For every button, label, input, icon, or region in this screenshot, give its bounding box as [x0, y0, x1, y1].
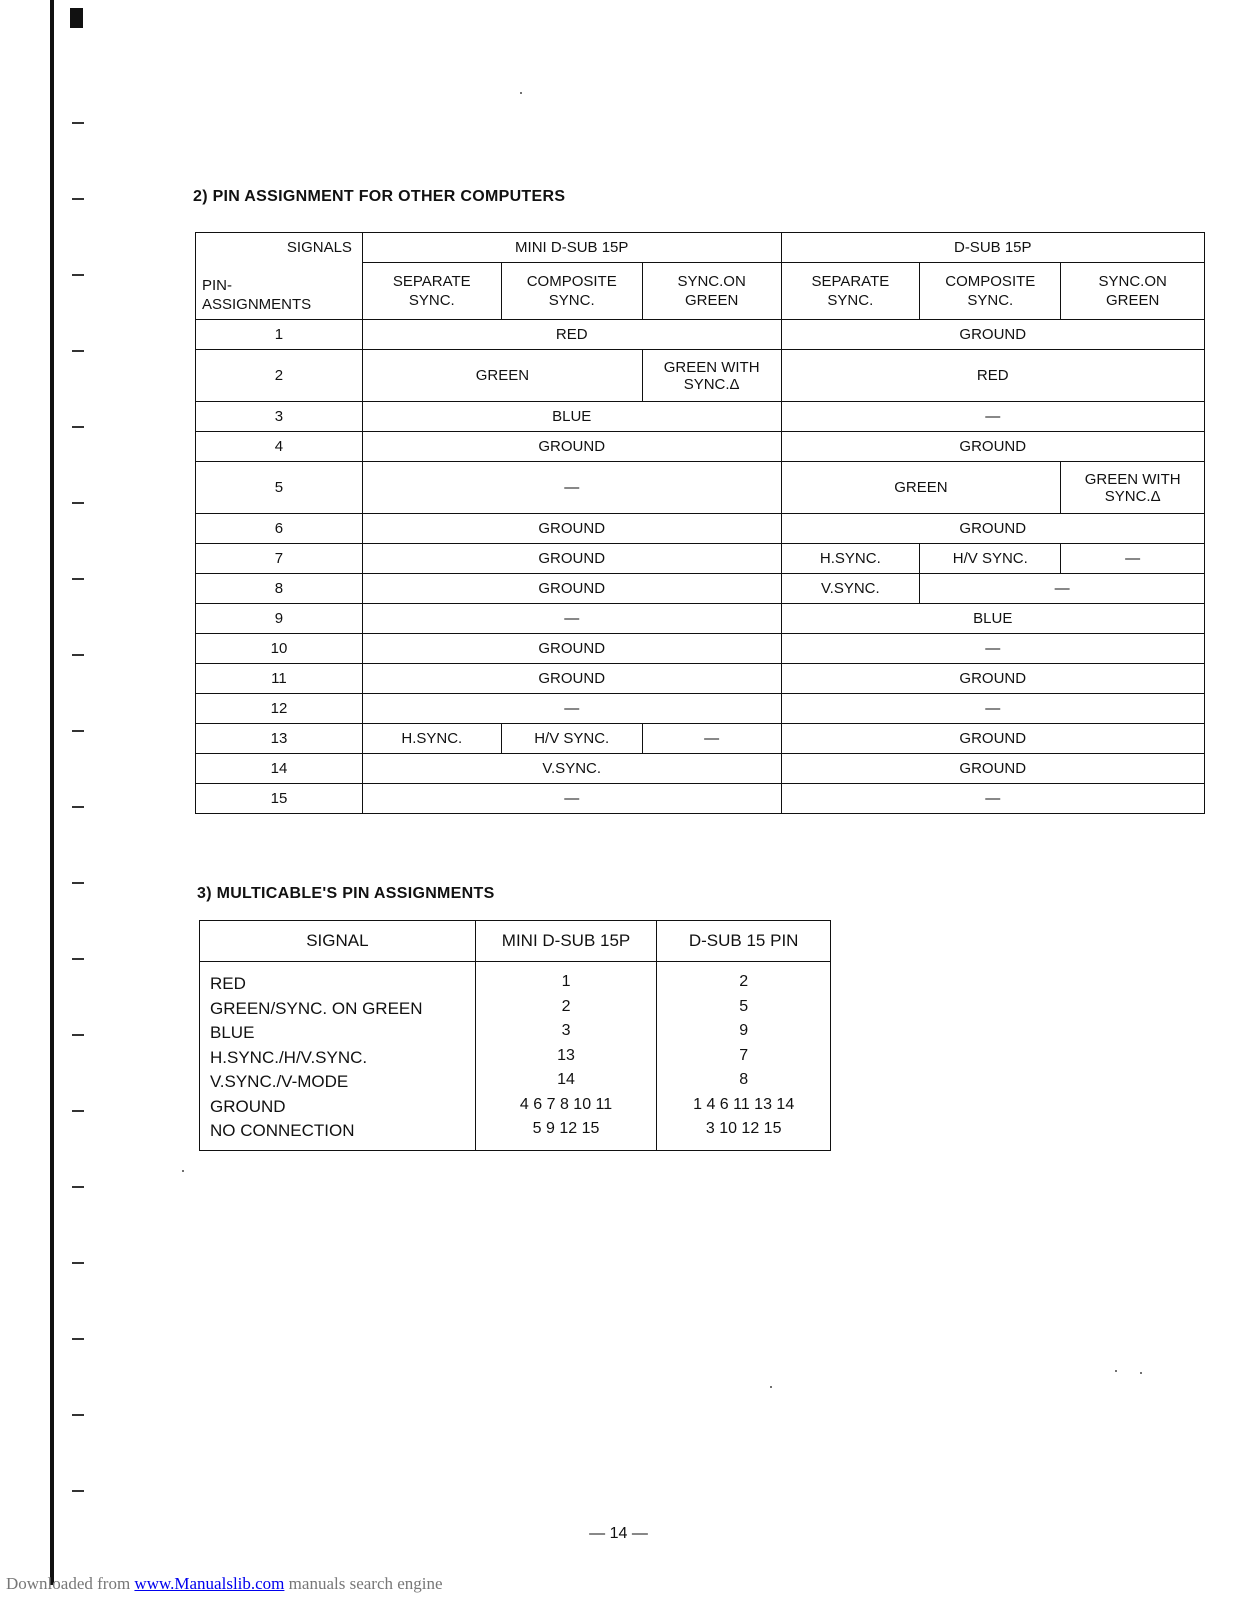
- dsub-signal: RED: [781, 350, 1205, 402]
- manualslib-link[interactable]: www.Manualslib.com: [134, 1574, 285, 1593]
- list-item: 2: [739, 973, 749, 990]
- mini-signal: BLUE: [362, 402, 781, 432]
- mini-pin-list: [475, 962, 657, 1151]
- binding-tick: [72, 730, 84, 732]
- mini-composite-signal: H/V SYNC.: [501, 724, 642, 754]
- dsub-sync-on-green-signal: GREEN WITH SYNC.Δ: [1061, 462, 1205, 514]
- mini-signal: V.SYNC.: [362, 754, 781, 784]
- binding-tick: [72, 1110, 84, 1112]
- pin-number: 14: [196, 754, 363, 784]
- dsub-header: D-SUB 15P: [781, 233, 1205, 263]
- scan-speck: [1140, 1372, 1142, 1374]
- mini-signal: GROUND: [362, 634, 781, 664]
- dsub-signal: —: [781, 694, 1205, 724]
- scan-speck: [520, 92, 522, 94]
- pin-number: 2: [196, 350, 363, 402]
- dsub-sync-on-green-header: SYNC.ON GREEN: [1061, 262, 1205, 319]
- binding-tick: [72, 122, 84, 124]
- binding-tick: [72, 426, 84, 428]
- pin-number: 4: [196, 432, 363, 462]
- dsub-signal: GROUND: [781, 664, 1205, 694]
- list-item: V.SYNC./V-MODE: [210, 1072, 349, 1091]
- dsub-signal: GROUND: [781, 320, 1205, 350]
- scan-speck: [1115, 1370, 1117, 1372]
- binding-tick: [72, 958, 84, 960]
- footer-suffix: manuals search engine: [284, 1574, 443, 1593]
- table-row: [196, 514, 1205, 544]
- section-3-heading: 3) MULTICABLE'S PIN ASSIGNMENTS: [197, 885, 495, 902]
- table-row: [196, 574, 1205, 604]
- dsub-composite-sync-header: COMPOSITE SYNC.: [920, 262, 1061, 319]
- table-row: [196, 320, 1205, 350]
- dsub-signal: BLUE: [781, 604, 1205, 634]
- mini-signal: —: [362, 462, 781, 514]
- list-item: 14: [557, 1071, 575, 1088]
- mini-separate-signal: H.SYNC.: [362, 724, 501, 754]
- list-item: GROUND: [210, 1096, 286, 1116]
- list-item: 2: [561, 997, 571, 1015]
- pin-number: 8: [196, 574, 363, 604]
- table-row: [196, 754, 1205, 784]
- binding-tick: [72, 1414, 84, 1416]
- list-item: 4 6 7 8 10 11: [519, 1095, 613, 1113]
- list-item: 8: [739, 1071, 749, 1088]
- dsub-signal: GROUND: [781, 754, 1205, 784]
- list-item: 7: [739, 1046, 749, 1064]
- pin-number: 12: [196, 694, 363, 724]
- list-item: GREEN/SYNC. ON GREEN: [210, 998, 423, 1018]
- mini-signal: —: [362, 694, 781, 724]
- binding-tick: [72, 882, 84, 884]
- binding-mark: [70, 8, 83, 28]
- binding-edge: [50, 0, 54, 1585]
- pin-number: 7: [196, 544, 363, 574]
- dsub-signal: —: [781, 402, 1205, 432]
- dsub-signal: GROUND: [781, 432, 1205, 462]
- binding-tick: [72, 654, 84, 656]
- table-row: [196, 350, 1205, 402]
- list-item: 3 10 12 15: [705, 1120, 782, 1137]
- binding-tick: [72, 806, 84, 808]
- table-row: [196, 664, 1205, 694]
- page-number: — 14 —: [589, 1525, 648, 1542]
- dsub-separate-sync-header: SEPARATE SYNC.: [781, 262, 920, 319]
- mini-sync-on-green-signal: —: [642, 724, 781, 754]
- binding-tick: [72, 274, 84, 276]
- pin-number: 5: [196, 462, 363, 514]
- table-row: [196, 724, 1205, 754]
- pin-assignment-table: [195, 232, 1205, 814]
- binding-tick: [72, 1034, 84, 1036]
- list-item: 3: [561, 1022, 571, 1039]
- mini-signal: —: [362, 784, 781, 814]
- dsub-composite-signal: H/V SYNC.: [920, 544, 1061, 574]
- mini-signal: GROUND: [362, 544, 781, 574]
- table-row: [196, 462, 1205, 514]
- mini-dsub-header: MINI D-SUB 15P: [362, 233, 781, 263]
- pin-number: 6: [196, 514, 363, 544]
- scan-speck: [770, 1386, 772, 1388]
- binding-tick: [72, 578, 84, 580]
- dsub-signal: GROUND: [781, 724, 1205, 754]
- scan-speck: [182, 1170, 184, 1172]
- mini-signal: GROUND: [362, 514, 781, 544]
- dsub-signal: GROUND: [781, 514, 1205, 544]
- pin-number: 13: [196, 724, 363, 754]
- table-row: [196, 634, 1205, 664]
- list-item: 9: [739, 1022, 749, 1039]
- pin-number: 9: [196, 604, 363, 634]
- binding-tick: [72, 502, 84, 504]
- table-header-row: [196, 233, 1205, 263]
- mini-signal: GREEN: [362, 350, 642, 402]
- pin-assignments-label: PIN- ASSIGNMENTS: [202, 277, 312, 313]
- mini-signal: GROUND: [362, 574, 781, 604]
- list-item: 1: [561, 973, 571, 990]
- list-item: 1 4 6 11 13 14: [693, 1095, 795, 1113]
- dsub-separate-signal: H.SYNC.: [781, 544, 920, 574]
- dsub-other-signal: —: [920, 574, 1205, 604]
- footer-prefix: Downloaded from: [6, 1574, 135, 1593]
- signal-list: [200, 962, 476, 1151]
- mini-column-header: MINI D-SUB 15P: [475, 921, 657, 962]
- mini-sync-on-green-signal: GREEN WITH SYNC.Δ: [642, 350, 781, 402]
- list-item: NO CONNECTION: [210, 1121, 355, 1140]
- mini-signal: GROUND: [362, 432, 781, 462]
- download-footer: [6, 1574, 443, 1594]
- table-header-row: [200, 921, 831, 962]
- table-row: [196, 604, 1205, 634]
- table-row: [196, 402, 1205, 432]
- binding-tick: [72, 1262, 84, 1264]
- signals-label: SIGNALS: [286, 239, 352, 256]
- binding-tick: [72, 1186, 84, 1188]
- signal-column-header: SIGNAL: [200, 921, 476, 962]
- list-item: RED: [210, 974, 246, 993]
- header-corner-cell: [196, 233, 363, 320]
- binding-tick: [72, 1338, 84, 1340]
- table-body-row: [200, 962, 831, 1151]
- table-row: [196, 432, 1205, 462]
- dsub-pin-list: [657, 962, 831, 1151]
- table-row: [196, 694, 1205, 724]
- binding-tick: [72, 1490, 84, 1492]
- mini-signal: —: [362, 604, 781, 634]
- list-item: BLUE: [210, 1023, 255, 1042]
- list-item: 5 9 12 15: [532, 1120, 600, 1137]
- mini-composite-sync-header: COMPOSITE SYNC.: [501, 262, 642, 319]
- multicable-table: [199, 920, 831, 1151]
- dsub-signal: —: [781, 634, 1205, 664]
- mini-sync-on-green-header: SYNC.ON GREEN: [642, 262, 781, 319]
- pin-number: 10: [196, 634, 363, 664]
- dsub-separate-signal: V.SYNC.: [781, 574, 920, 604]
- list-item: H.SYNC./H/V.SYNC.: [210, 1047, 368, 1067]
- pin-number: 1: [196, 320, 363, 350]
- section-2-heading: 2) PIN ASSIGNMENT FOR OTHER COMPUTERS: [193, 188, 566, 205]
- table-row: [196, 784, 1205, 814]
- mini-separate-sync-header: SEPARATE SYNC.: [362, 262, 501, 319]
- list-item: 13: [557, 1046, 575, 1064]
- table-row: [196, 544, 1205, 574]
- mini-signal: GROUND: [362, 664, 781, 694]
- binding-tick: [72, 350, 84, 352]
- dsub-signal: —: [781, 784, 1205, 814]
- dsub-column-header: D-SUB 15 PIN: [657, 921, 831, 962]
- list-item: 5: [739, 997, 749, 1015]
- pin-number: 3: [196, 402, 363, 432]
- dsub-sync-on-green-signal: —: [1061, 544, 1205, 574]
- binding-tick: [72, 198, 84, 200]
- mini-signal: RED: [362, 320, 781, 350]
- pin-number: 15: [196, 784, 363, 814]
- pin-number: 11: [196, 664, 363, 694]
- dsub-signal: GREEN: [781, 462, 1061, 514]
